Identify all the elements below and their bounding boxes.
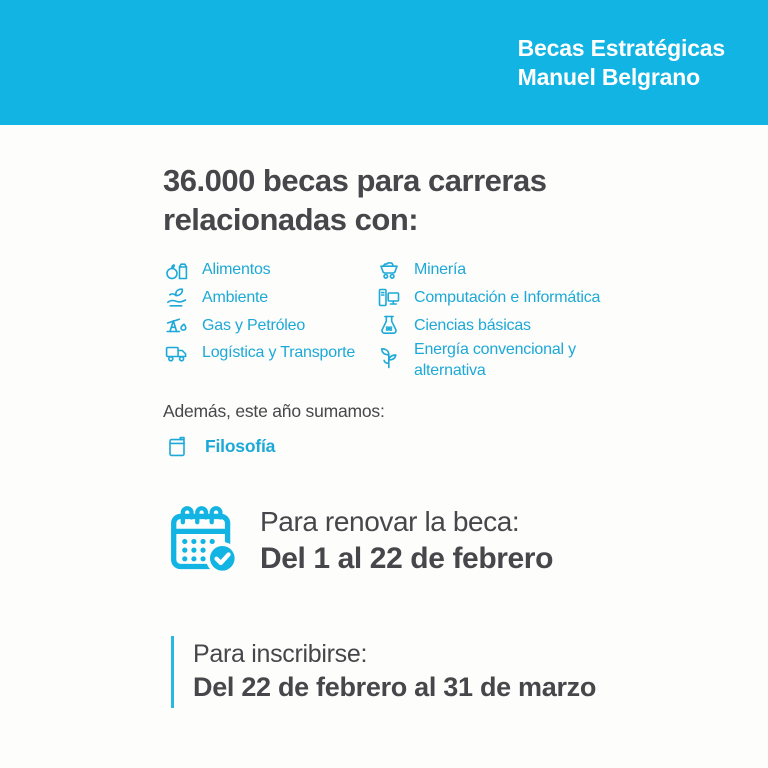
addition-item-label: Filosofía	[205, 436, 276, 457]
career-label: Ambiente	[202, 289, 268, 307]
page-title	[163, 161, 708, 239]
career-item-mineria	[375, 256, 600, 284]
truck-icon	[163, 339, 190, 366]
computer-icon	[375, 284, 402, 311]
career-label: Ciencias básicas	[414, 316, 531, 334]
addition-item-filosofia	[166, 435, 768, 458]
careers-column-right	[375, 256, 600, 381]
career-item-alimentos	[163, 256, 375, 284]
enrollment-dates: Del 22 de febrero al 31 de marzo	[193, 672, 597, 703]
book-icon	[166, 435, 189, 458]
careers-list	[163, 256, 768, 381]
career-item-energia	[375, 339, 600, 381]
career-item-logistica-transporte	[163, 339, 375, 367]
page-title-line-2: relacionadas con:	[163, 202, 419, 237]
career-item-computacion-informatica	[375, 284, 600, 312]
renewal-dates: Del 1 al 22 de febrero	[260, 541, 554, 575]
renewal-block	[166, 502, 768, 579]
oil-pump-drop-icon	[163, 312, 190, 339]
header-band	[0, 0, 768, 125]
enrollment-block	[171, 636, 768, 708]
career-label: Energía convencional y alternativa	[414, 341, 576, 380]
mining-cart-icon	[375, 256, 402, 283]
career-label: Alimentos	[202, 261, 271, 279]
flask-atom-icon	[375, 312, 402, 339]
career-item-gas-petroleo	[163, 311, 375, 339]
page-title-line-1: 36.000 becas para carreras	[163, 163, 547, 198]
calendar-check-icon	[166, 502, 243, 579]
career-label: Gas y Petróleo	[202, 316, 306, 334]
career-label: Logística y Transporte	[202, 344, 356, 362]
renewal-text	[260, 504, 553, 578]
brand-line-2: Manuel Belgrano	[517, 63, 700, 90]
environment-hand-leaf-icon	[163, 284, 190, 311]
addition-label: Además, este año sumamos:	[163, 401, 385, 422]
food-icon	[163, 256, 190, 283]
career-item-ambiente	[163, 284, 375, 312]
career-label: Minería	[414, 261, 466, 279]
career-label: Computación e Informática	[414, 289, 601, 307]
careers-column-left	[163, 256, 375, 381]
energy-plant-icon	[375, 344, 402, 371]
career-item-ciencias-basicas	[375, 311, 600, 339]
brand-line-1: Becas Estratégicas	[517, 34, 725, 61]
enrollment-label: Para inscribirse:	[193, 640, 368, 669]
brand-title	[518, 34, 725, 92]
renewal-label: Para renovar la beca:	[260, 505, 520, 537]
